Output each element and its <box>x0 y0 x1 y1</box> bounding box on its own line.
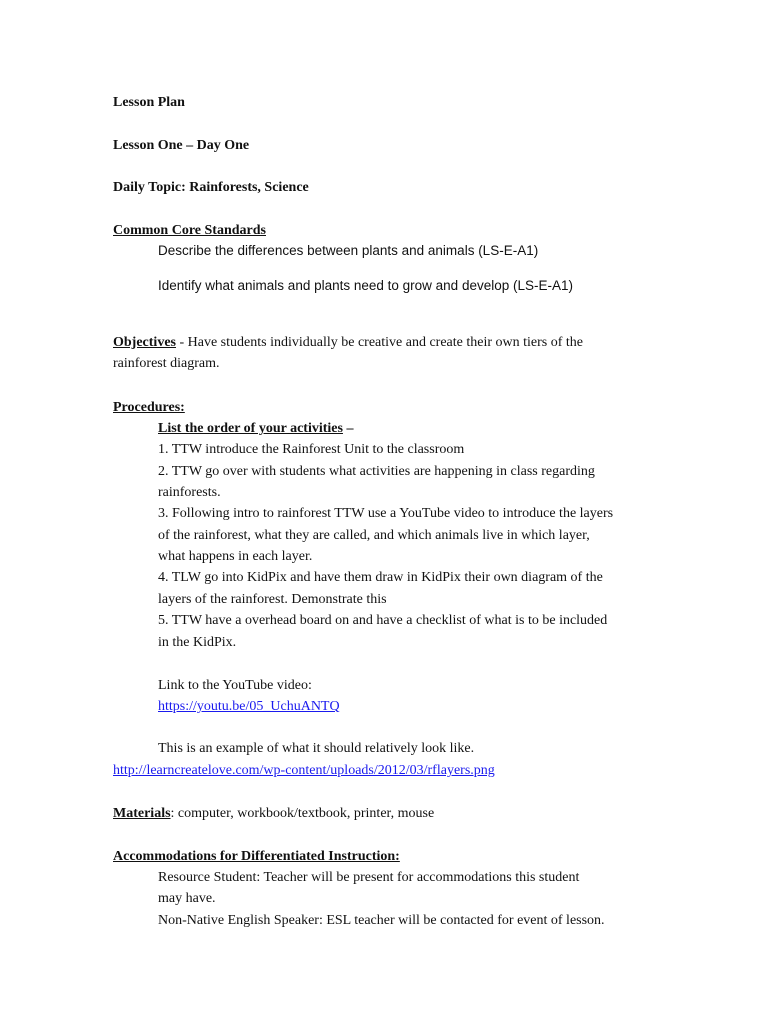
example-text: This is an example of what it should relatively look like. <box>158 741 475 756</box>
materials-text: : computer, workbook/textbook, printer, mouse <box>170 806 435 821</box>
procedures-subheading-dash: – <box>342 421 354 436</box>
document-title: Lesson Plan <box>113 95 185 110</box>
standards-heading: Common Core Standards <box>113 223 266 238</box>
video-link-label: Link to the YouTube video: <box>158 678 312 693</box>
accommodation-line: may have. <box>158 891 216 906</box>
procedure-line: 3. Following intro to rainforest TTW use a YouTube video to introduce the layers <box>158 506 614 521</box>
objectives-text-continued: rainforest diagram. <box>113 356 220 371</box>
youtube-link[interactable]: https://youtu.be/05_UchuANTQ <box>158 699 340 714</box>
procedures-heading: Procedures: <box>113 400 185 415</box>
accommodations-heading: Accommodations for Differentiated Instruction: <box>113 849 400 864</box>
procedure-line: in the KidPix. <box>158 635 237 650</box>
procedure-line: rainforests. <box>158 485 221 500</box>
procedure-line: what happens in each layer. <box>158 549 313 564</box>
youtube-link-wrap <box>158 696 340 718</box>
procedures-subheading-line <box>158 418 353 440</box>
procedure-line: 2. TTW go over with students what activities are happening in class regarding <box>158 464 595 479</box>
example-image-link[interactable]: http://learncreatelove.com/wp-content/uploads/2012/03/rflayers.png <box>113 763 495 778</box>
standard-item: Identify what animals and plants need to grow and develop (LS-E-A1) <box>158 278 573 293</box>
objectives-paragraph <box>113 332 583 354</box>
daily-topic-heading: Daily Topic: Rainforests, Science <box>113 180 309 195</box>
procedure-line: layers of the rainforest. Demonstrate this <box>158 592 387 607</box>
procedure-line: 1. TTW introduce the Rainforest Unit to the classroom <box>158 442 465 457</box>
standard-item: Describe the differences between plants and animals (LS-E-A1) <box>158 243 539 258</box>
materials-heading: Materials <box>113 806 171 821</box>
procedure-line: of the rainforest, what they are called, and which animals live in which layer, <box>158 528 590 543</box>
accommodation-line: Non-Native English Speaker: ESL teacher will be contacted for event of lesson. <box>158 913 605 928</box>
procedures-subheading: List the order of your activities <box>158 421 343 436</box>
example-link-wrap <box>113 760 495 782</box>
materials-paragraph <box>113 803 434 825</box>
accommodation-line: Resource Student: Teacher will be present for accommodations this student <box>158 870 580 885</box>
procedure-line: 5. TTW have a overhead board on and have a checklist of what is to be included <box>158 613 608 628</box>
lesson-day-heading: Lesson One – Day One <box>113 138 250 153</box>
objectives-heading: Objectives <box>113 335 176 350</box>
objectives-text: - Have students individually be creative and create their own tiers of the <box>175 335 584 350</box>
procedure-line: 4. TLW go into KidPix and have them draw in KidPix their own diagram of the <box>158 570 603 585</box>
